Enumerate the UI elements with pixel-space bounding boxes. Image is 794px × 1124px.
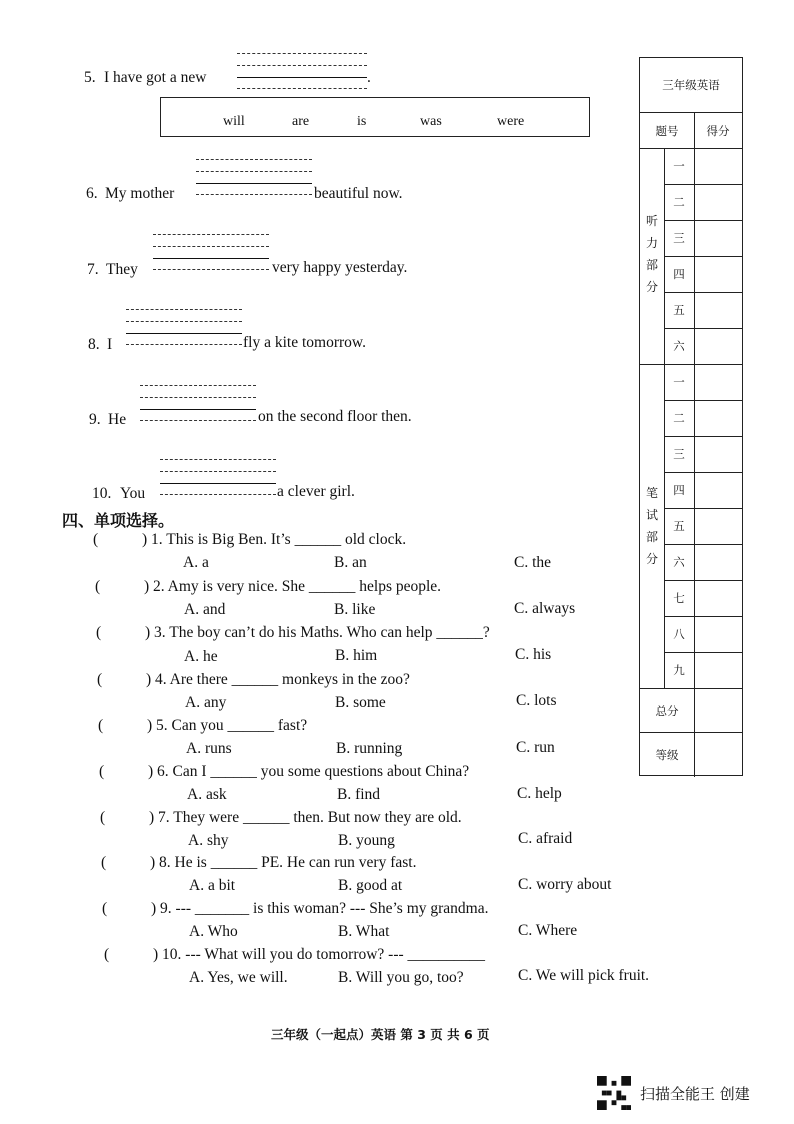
mc-option-b: B. running bbox=[336, 740, 403, 757]
mc-option-c: C. worry about bbox=[518, 876, 612, 893]
mc-option-b: B. Will you go, too? bbox=[338, 969, 464, 986]
word-bank-box bbox=[160, 97, 590, 137]
written-item: 七 bbox=[673, 591, 685, 605]
answer-paren[interactable]: ( bbox=[96, 624, 102, 641]
question-10-text-before: You bbox=[120, 485, 146, 502]
score-table-title: 三年级英语 bbox=[662, 78, 720, 92]
question-9-number: 9. bbox=[89, 411, 101, 428]
listening-section-label: 听 力 部 分 bbox=[645, 214, 658, 294]
score-table-total: 总分 bbox=[655, 704, 679, 718]
listening-item: 五 bbox=[673, 303, 685, 317]
mc-question-7: ) 7. They were ______ then. But now they are old. bbox=[149, 809, 462, 826]
mc-question-8: ) 8. He is ______ PE. He can run very fast. bbox=[150, 854, 417, 871]
mc-option-c: C. run bbox=[516, 739, 555, 756]
score-table-grade: 等级 bbox=[655, 748, 679, 762]
question-8-writing-guide[interactable] bbox=[126, 309, 242, 345]
answer-paren[interactable]: ( bbox=[97, 671, 103, 688]
question-5-text-after: . bbox=[367, 69, 371, 86]
written-item: 四 bbox=[673, 483, 685, 497]
score-table-col-item: 题号 bbox=[655, 124, 679, 138]
mc-question-4: ) 4. Are there ______ monkeys in the zoo? bbox=[146, 671, 410, 688]
score-table bbox=[639, 57, 743, 776]
mc-option-c: C. the bbox=[514, 554, 552, 571]
question-8-text-before: I bbox=[107, 336, 113, 353]
answer-paren[interactable]: ( bbox=[101, 854, 107, 871]
question-10-number: 10. bbox=[92, 485, 112, 502]
mc-option-b: B. What bbox=[338, 923, 390, 940]
question-7-text-before: They bbox=[106, 261, 138, 278]
mc-option-b: B. him bbox=[335, 647, 378, 664]
scanner-watermark: 扫描全能王 创建 bbox=[640, 1085, 750, 1103]
question-8-text-after: fly a kite tomorrow. bbox=[243, 334, 366, 351]
listening-item: 二 bbox=[673, 195, 685, 209]
mc-option-b: B. good at bbox=[338, 877, 403, 894]
question-10-writing-guide[interactable] bbox=[160, 459, 276, 495]
written-item: 三 bbox=[673, 447, 685, 461]
written-item: 八 bbox=[673, 627, 685, 641]
mc-option-c: C. afraid bbox=[518, 830, 573, 847]
listening-item: 四 bbox=[673, 267, 685, 281]
written-item: 五 bbox=[673, 519, 685, 533]
question-5-number: 5. bbox=[84, 69, 96, 86]
written-item: 一 bbox=[673, 375, 685, 389]
mc-option-a: A. he bbox=[184, 648, 218, 665]
mc-option-b: B. an bbox=[334, 554, 367, 571]
mc-option-a: A. any bbox=[185, 694, 227, 711]
mc-question-2: ) 2. Amy is very nice. She ______ helps people. bbox=[144, 578, 442, 595]
written-item: 九 bbox=[673, 663, 685, 677]
listening-item: 一 bbox=[673, 159, 685, 173]
section-4-title: 四、单项选择。 bbox=[62, 511, 175, 530]
mc-option-b: B. young bbox=[338, 832, 395, 849]
question-5-writing-guide[interactable] bbox=[237, 53, 367, 89]
question-7-text-after: very happy yesterday. bbox=[272, 259, 408, 276]
question-6-text-after: beautiful now. bbox=[314, 185, 403, 202]
word-bank-word: were bbox=[497, 114, 525, 129]
question-8-number: 8. bbox=[88, 336, 100, 353]
qr-code-icon bbox=[597, 1076, 631, 1110]
mc-option-a: A. runs bbox=[186, 740, 232, 757]
page-footer: 三年级（一起点）英语 第 3 页 共 6 页 bbox=[271, 1027, 490, 1042]
written-item: 六 bbox=[673, 555, 685, 569]
question-6-writing-guide[interactable] bbox=[196, 159, 312, 195]
mc-option-c: C. always bbox=[514, 600, 576, 617]
mc-option-a: A. a bit bbox=[189, 877, 236, 894]
question-7-number: 7. bbox=[87, 261, 99, 278]
mc-option-a: A. ask bbox=[187, 786, 227, 803]
mc-question-1: ) 1. This is Big Ben. It’s ______ old clock. bbox=[142, 531, 407, 548]
answer-paren[interactable]: ( bbox=[100, 809, 106, 826]
mc-option-b: B. some bbox=[335, 694, 386, 711]
answer-paren[interactable]: ( bbox=[93, 531, 99, 548]
question-9-writing-guide[interactable] bbox=[140, 385, 256, 421]
listening-item: 六 bbox=[673, 339, 685, 353]
mc-option-c: C. help bbox=[517, 785, 562, 802]
mc-question-3: ) 3. The boy can’t do his Maths. Who can help ______? bbox=[145, 624, 490, 641]
question-10-text-after: a clever girl. bbox=[277, 483, 355, 500]
mc-question-5: ) 5. Can you ______ fast? bbox=[147, 717, 308, 734]
mc-option-a: A. and bbox=[184, 601, 226, 618]
word-bank-word: are bbox=[292, 114, 310, 129]
word-bank-word: is bbox=[357, 114, 367, 129]
mc-question-6: ) 6. Can I ______ you some questions about China? bbox=[148, 763, 470, 780]
written-item: 二 bbox=[673, 411, 685, 425]
answer-paren[interactable]: ( bbox=[104, 946, 110, 963]
question-6-number: 6. bbox=[86, 185, 98, 202]
question-7-writing-guide[interactable] bbox=[153, 234, 269, 270]
mc-option-a: A. Who bbox=[189, 923, 238, 940]
answer-paren[interactable]: ( bbox=[102, 900, 108, 917]
written-section-label: 笔 试 部 分 bbox=[645, 486, 658, 566]
mc-question-10: ) 10. --- What will you do tomorrow? --- __________ bbox=[153, 946, 486, 963]
score-table-col-score: 得分 bbox=[706, 124, 730, 138]
mc-option-c: C. We will pick fruit. bbox=[518, 967, 650, 984]
answer-paren[interactable]: ( bbox=[98, 717, 104, 734]
mc-option-a: A. shy bbox=[188, 832, 229, 849]
mc-option-b: B. find bbox=[337, 786, 381, 803]
answer-paren[interactable]: ( bbox=[99, 763, 105, 780]
mc-option-a: A. Yes, we will. bbox=[189, 969, 288, 986]
mc-option-a: A. a bbox=[183, 554, 209, 571]
listening-item: 三 bbox=[673, 231, 685, 245]
mc-option-c: C. Where bbox=[518, 922, 578, 939]
question-6-text-before: My mother bbox=[105, 185, 175, 202]
mc-option-c: C. his bbox=[515, 646, 552, 663]
mc-option-b: B. like bbox=[334, 601, 376, 618]
question-9-text-before: He bbox=[108, 411, 127, 428]
mc-option-c: C. lots bbox=[516, 692, 557, 709]
question-5-text-before: I have got a new bbox=[104, 69, 207, 86]
word-bank-word: was bbox=[420, 114, 442, 129]
word-bank-word: will bbox=[223, 114, 245, 129]
mc-question-9: ) 9. --- _______ is this woman? --- She’s my grandma. bbox=[151, 900, 489, 917]
answer-paren[interactable]: ( bbox=[95, 578, 101, 595]
question-9-text-after: on the second floor then. bbox=[258, 408, 412, 425]
